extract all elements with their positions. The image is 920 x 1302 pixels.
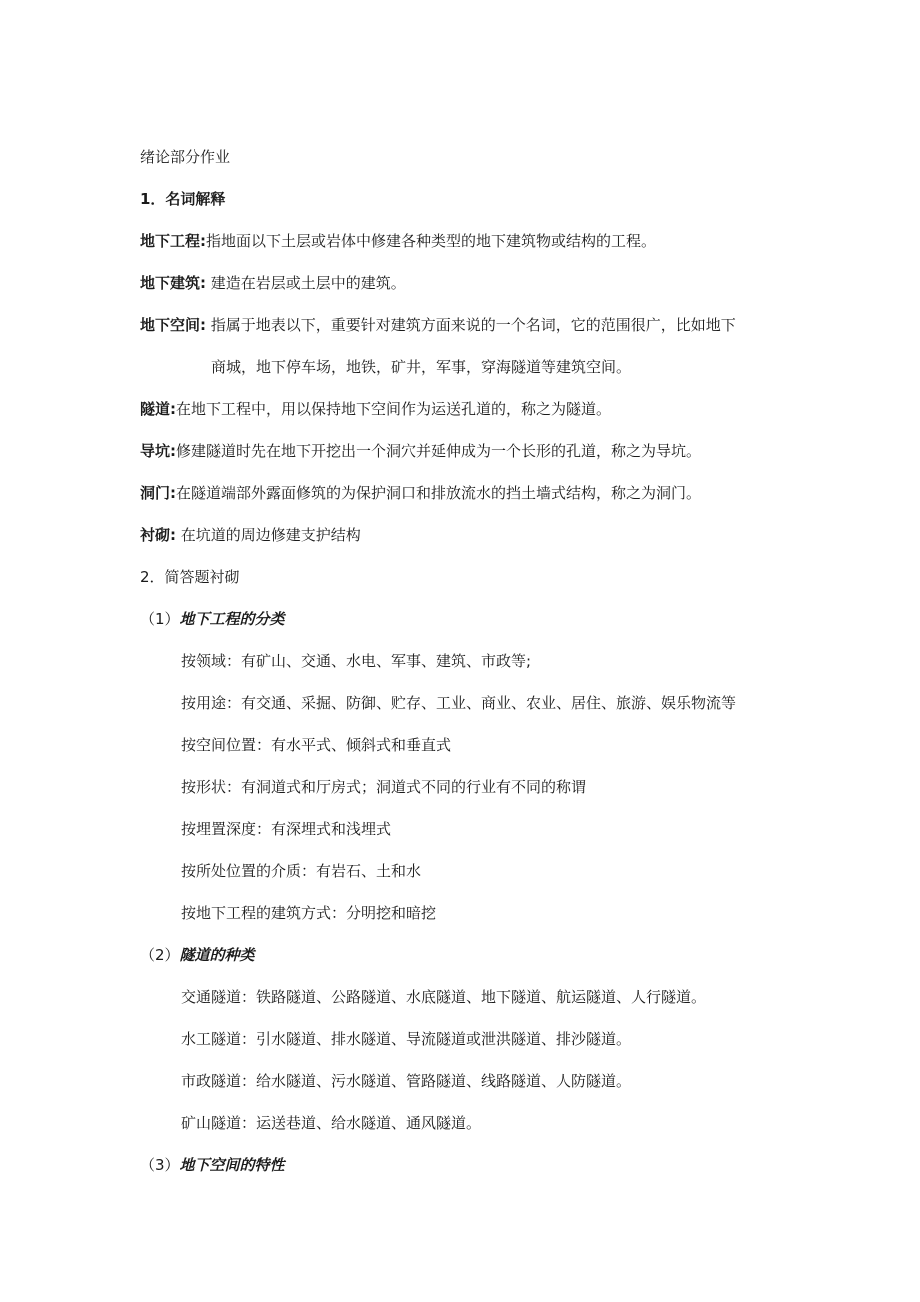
list-item: 按形状：有洞道式和厅房式；洞道式不同的行业有不同的称谓: [181, 778, 587, 796]
section-1-heading: 1．名词解释: [140, 190, 226, 208]
document-title: 绪论部分作业: [140, 148, 231, 166]
term-text: 指地面以下土层或岩体中修建各种类型的地下建筑物或结构的工程。: [206, 232, 657, 250]
definition-underground-engineering: [140, 230, 656, 252]
term-text: 在隧道端部外露面修筑的为保护洞口和排放流水的挡土墙式结构，称之为洞门。: [176, 484, 702, 502]
question-title: 地下工程的分类: [179, 610, 285, 628]
list-item: 按地下工程的建筑方式：分明挖和暗挖: [181, 904, 437, 922]
term: 地下建筑:: [140, 274, 206, 292]
question-number: （1）: [140, 610, 180, 628]
term: 衬砌:: [140, 526, 176, 544]
definition-lining: [140, 524, 361, 546]
question-number: （2）: [140, 946, 180, 964]
list-item: 交通隧道：铁路隧道、公路隧道、水底隧道、地下隧道、航运隧道、人行隧道。: [181, 988, 707, 1006]
term: 隧道:: [140, 400, 176, 418]
list-item: 按用途：有交通、采掘、防御、贮存、工业、商业、农业、居住、旅游、娱乐物流等: [181, 694, 737, 712]
term-text: 在地下工程中，用以保持地下空间作为运送孔道的，称之为隧道。: [176, 400, 612, 418]
term: 地下工程:: [140, 232, 206, 250]
list-item: 按埋置深度：有深埋式和浅埋式: [181, 820, 392, 838]
list-item: 按所处位置的介质：有岩石、土和水: [181, 862, 422, 880]
term-text: 建造在岩层或土层中的建筑。: [206, 274, 406, 292]
term-text: 在坑道的周边修建支护结构: [176, 526, 361, 544]
list-item: 矿山隧道：运送巷道、给水隧道、通风隧道。: [181, 1114, 482, 1132]
question-title: 隧道的种类: [179, 946, 255, 964]
term: 导坑:: [140, 442, 176, 460]
question-2-heading: [140, 944, 255, 966]
definition-underground-building: [140, 272, 406, 294]
term: 地下空间:: [140, 316, 206, 334]
definition-underground-space: [140, 314, 736, 336]
question-1-heading: [140, 608, 285, 630]
list-item: 市政隧道：给水隧道、污水隧道、管路隧道、线路隧道、人防隧道。: [181, 1072, 632, 1090]
list-item: 按空间位置：有水平式、倾斜式和垂直式: [181, 736, 452, 754]
question-title: 地下空间的特性: [179, 1156, 285, 1174]
definition-portal: [140, 482, 701, 504]
term-text: 指属于地表以下，重要针对建筑方面来说的一个名词，它的范围很广，比如地下: [206, 316, 736, 334]
question-number: （3）: [140, 1156, 180, 1174]
definition-tunnel: [140, 398, 611, 420]
list-item: 水工隧道：引水隧道、排水隧道、导流隧道或泄洪隧道、排沙隧道。: [181, 1030, 632, 1048]
term-text: 修建隧道时先在地下开挖出一个洞穴并延伸成为一个长形的孔道，称之为导坑。: [176, 442, 702, 460]
list-item: 按领域：有矿山、交通、水电、军事、建筑、市政等;: [181, 652, 532, 670]
definition-pilot-tunnel: [140, 440, 701, 462]
definition-underground-space-continued: 商城，地下停车场，地铁，矿井，军事，穿海隧道等建筑空间。: [211, 358, 632, 376]
term: 洞门:: [140, 484, 176, 502]
question-3-heading: [140, 1154, 285, 1176]
section-2-heading: 2．简答题衬砌: [140, 568, 240, 586]
